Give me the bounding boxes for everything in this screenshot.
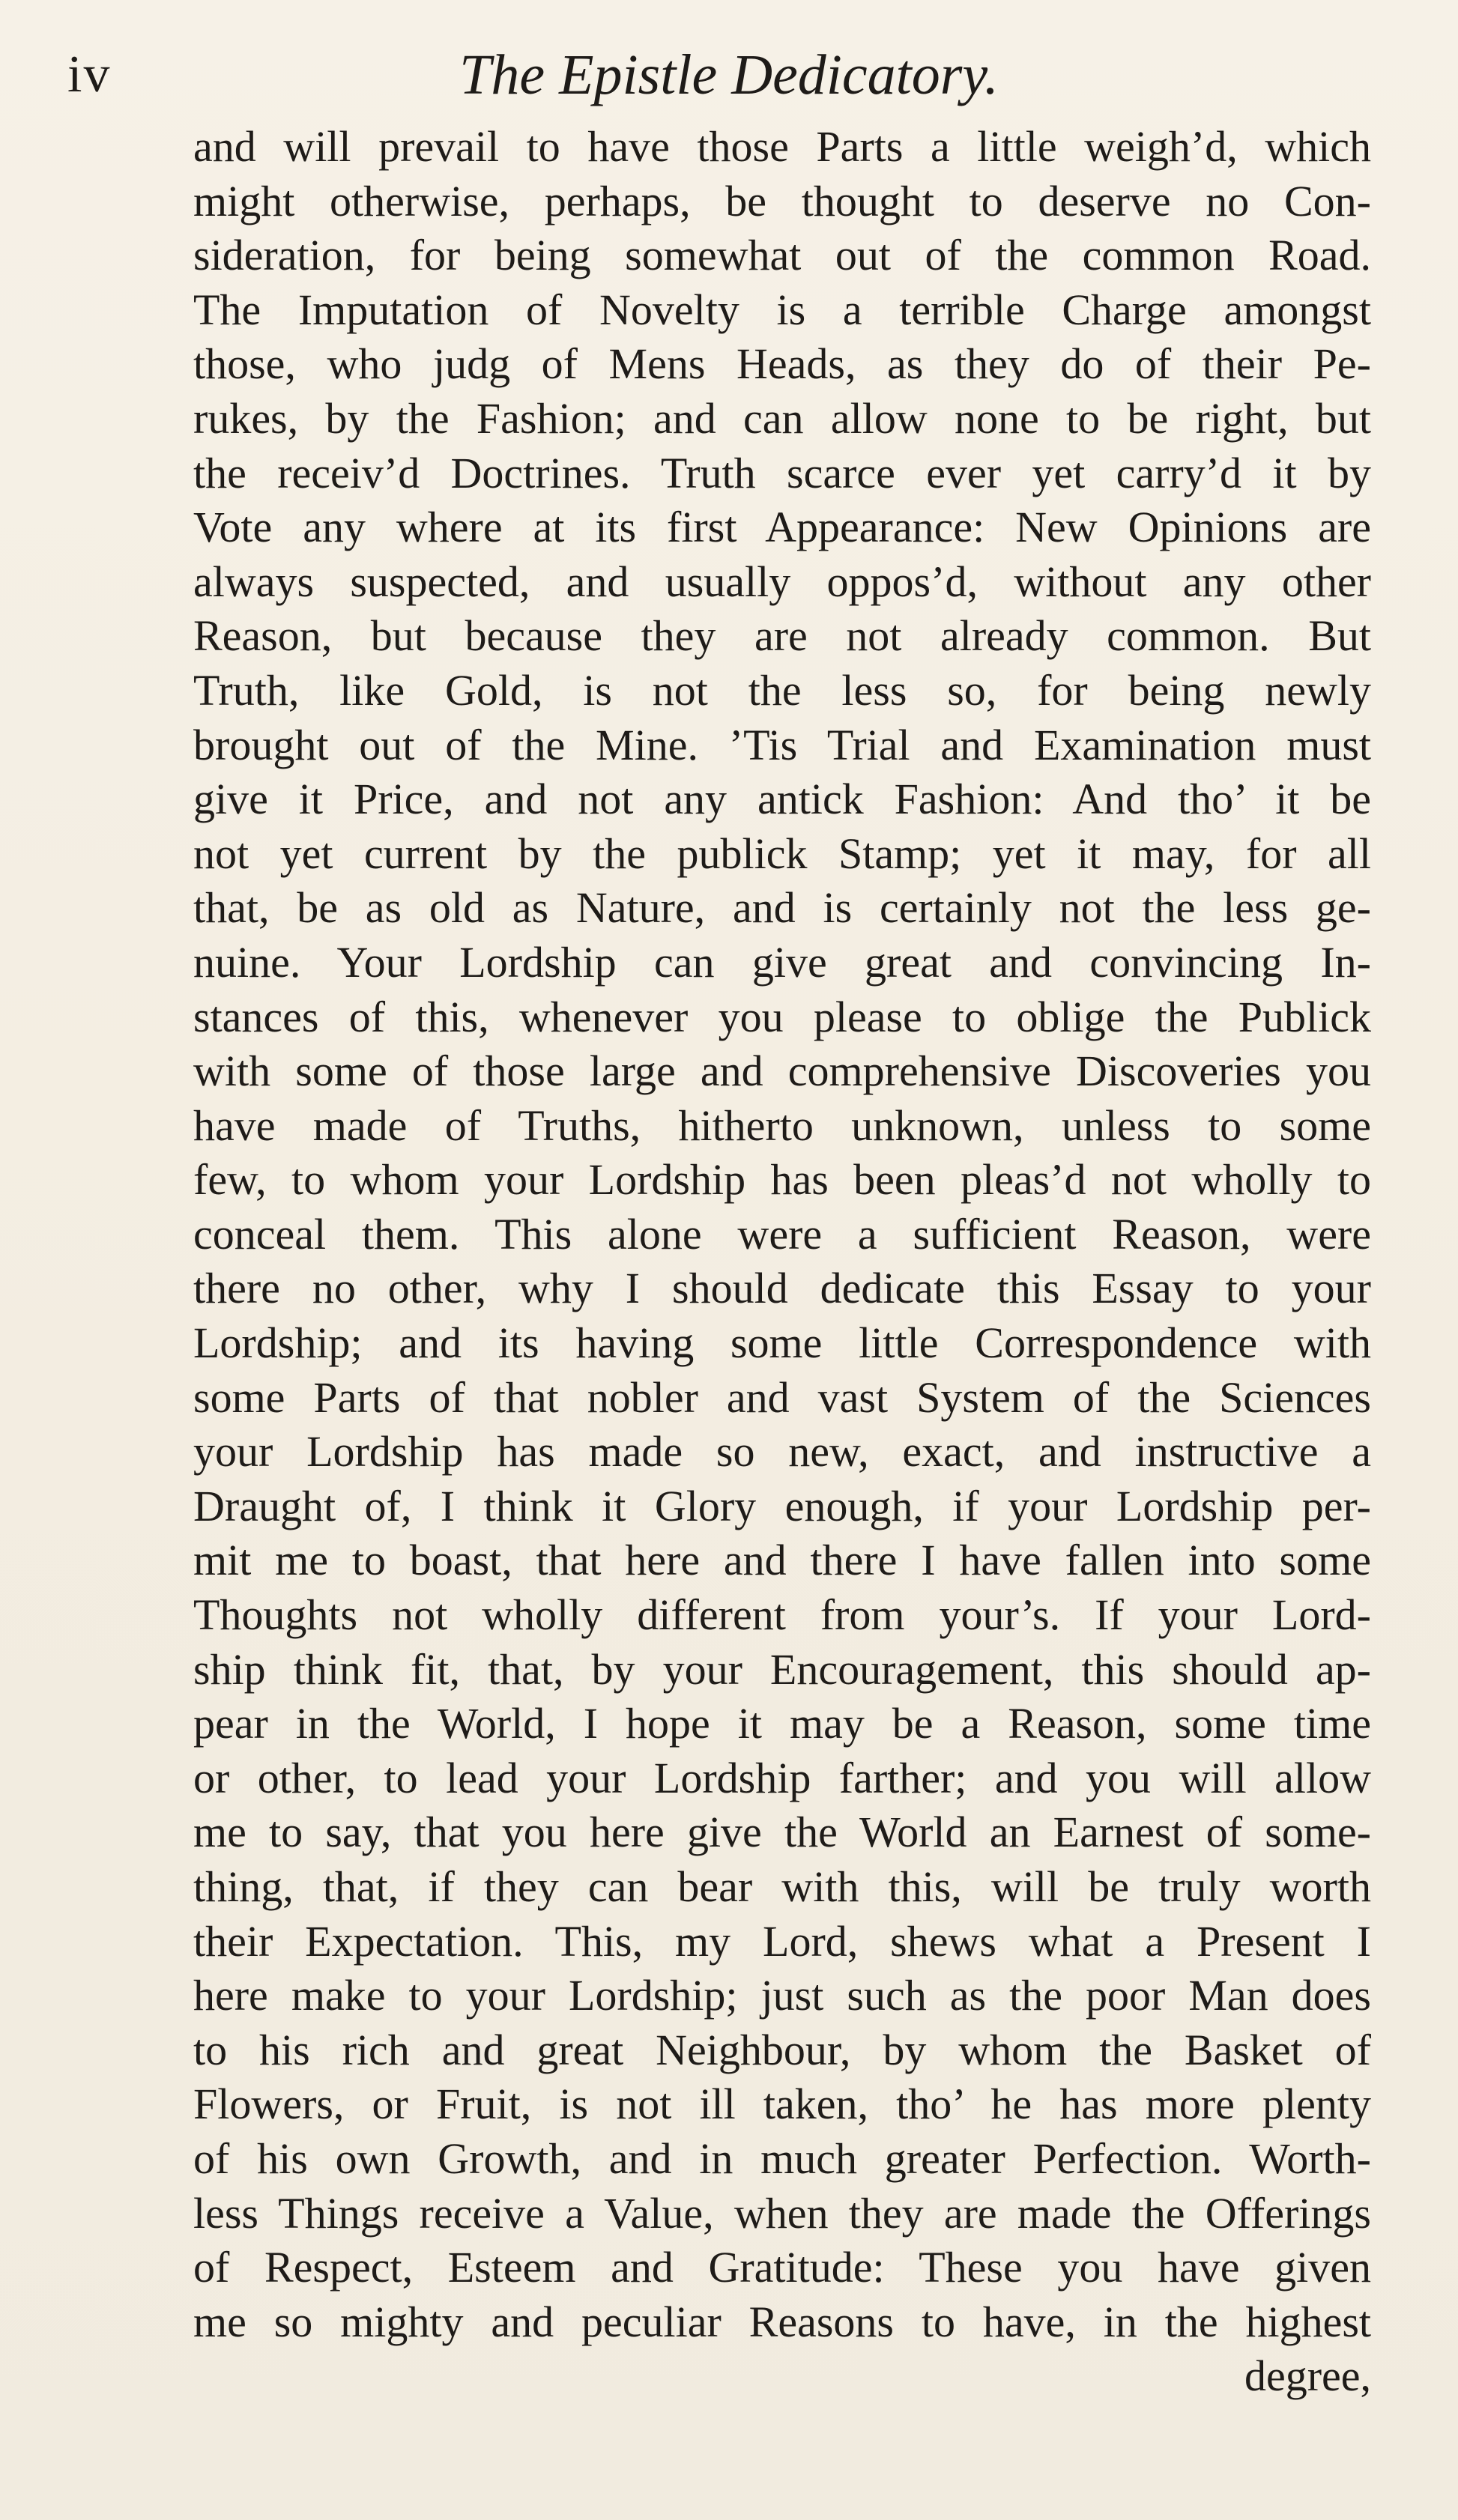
text-line: Lordship; and its having some little Correspondence with [193, 1318, 1371, 1368]
text-line: here make to your Lordship; just such as the poor Man does [193, 1971, 1371, 2020]
text-line: their Expectation. This, my Lord, shews what a Present I [193, 1916, 1371, 1966]
text-line: me so mighty and peculiar Reasons to have, in the highest [193, 2297, 1371, 2346]
text-line: your Lordship has made so new, exact, and instructive a [193, 1427, 1371, 1476]
catchword: degree, [1244, 2351, 1371, 2401]
text-line: might otherwise, perhaps, be thought to deserve no Con- [193, 176, 1371, 225]
text-line: mit me to boast, that here and there I have fallen into some [193, 1536, 1371, 1585]
text-line: not yet current by the publick Stamp; yet it may, for all [193, 829, 1371, 878]
text-line: Thoughts not wholly different from your’s. If your Lord- [193, 1590, 1371, 1640]
text-line: of his own Growth, and in much greater Perfection. Worth- [193, 2133, 1371, 2183]
text-line: The Imputation of Novelty is a terrible Charge amongst [193, 285, 1371, 334]
text-line: less Things receive a Value, when they are made the Offerings [193, 2188, 1371, 2238]
text-line: rukes, by the Fashion; and can allow none to be right, but [193, 393, 1371, 443]
text-line: sideration, for being somewhat out of the common Road. [193, 231, 1371, 280]
text-line: always suspected, and usually oppos’d, without any other [193, 557, 1371, 606]
text-line: and will prevail to have those Parts a little weigh’d, which [193, 122, 1371, 171]
text-line: stances of this, whenever you please to oblige the Publick [193, 992, 1371, 1041]
text-line: brought out of the Mine. ’Tis Trial and Examination must [193, 720, 1371, 769]
text-line: thing, that, if they can bear with this, will be truly worth [193, 1862, 1371, 1911]
text-line: or other, to lead your Lordship farther; and you will allow [193, 1753, 1371, 1802]
page-header [67, 30, 1391, 120]
text-line: have made of Truths, hitherto unknown, unless to some [193, 1100, 1371, 1150]
text-line: that, be as old as Nature, and is certainly not the less ge- [193, 883, 1371, 933]
text-line: Reason, but because they are not already common. But [193, 611, 1371, 661]
page-number: iv [67, 46, 112, 103]
text-line: there no other, why I should dedicate this Essay to your [193, 1264, 1371, 1313]
text-line: me to say, that you here give the World an Earnest of some- [193, 1808, 1371, 1857]
text-line: ship think fit, that, by your Encouragement, this should ap- [193, 1644, 1371, 1694]
text-line: Flowers, or Fruit, is not ill taken, tho’ he has more plenty [193, 2080, 1371, 2129]
text-line: few, to whom your Lordship has been pleas’d not wholly to [193, 1155, 1371, 1205]
text-line: some Parts of that nobler and vast System of the Sciences [193, 1372, 1371, 1422]
text-line: nuine. Your Lordship can give great and convincing In- [193, 937, 1371, 987]
text-line: conceal them. This alone were a sufficient Reason, were [193, 1209, 1371, 1259]
body-text [193, 120, 1371, 2404]
text-line: Draught of, I think it Glory enough, if your Lordship per- [193, 1481, 1371, 1530]
running-head: The Epistle Dedicatory. [459, 43, 999, 106]
text-line: the receiv’d Doctrines. Truth scarce ever yet carry’d it by [193, 448, 1371, 497]
text-line: of Respect, Esteem and Gratitude: These you have given [193, 2243, 1371, 2292]
text-line: with some of those large and comprehensive Discoveries you [193, 1047, 1371, 1096]
text-line: those, who judg of Mens Heads, as they do of their Pe- [193, 339, 1371, 389]
text-line: Vote any where at its first Appearance: New Opinions are [193, 503, 1371, 552]
text-line: give it Price, and not any antick Fashion: And tho’ it be [193, 775, 1371, 824]
text-line: to his rich and great Neighbour, by whom the Basket of [193, 2025, 1371, 2074]
text-line: Truth, like Gold, is not the less so, for being newly [193, 665, 1371, 715]
text-line: pear in the World, I hope it may be a Reason, some time [193, 1699, 1371, 1748]
